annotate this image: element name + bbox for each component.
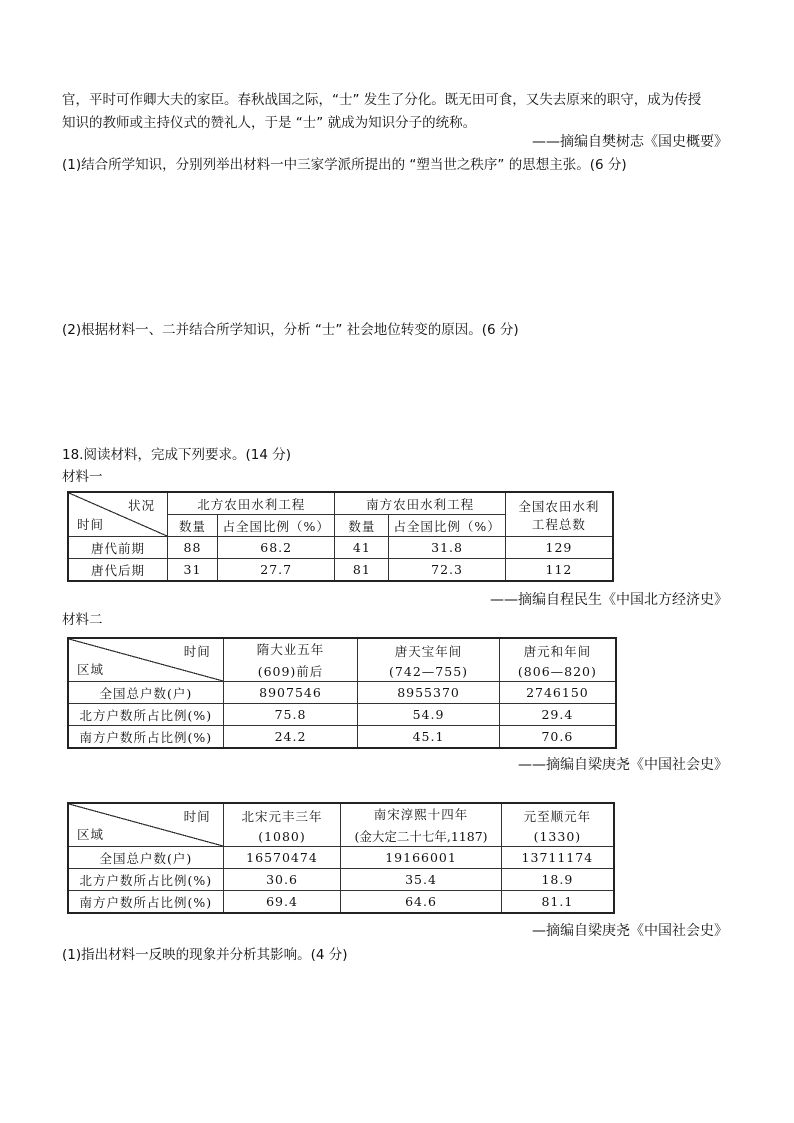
column-header: [223, 803, 341, 847]
material1-source: ——摘编自程民生《中国北方经济史》: [490, 592, 728, 608]
table-cell: 129: [505, 537, 613, 559]
table-cell: 68.2: [217, 537, 335, 559]
table-row: [68, 537, 613, 559]
table-cell: 27.7: [217, 559, 335, 582]
header-north: 北方农田水利工程: [168, 492, 335, 515]
table-cell: 8907546: [223, 682, 358, 704]
column-header-line-1: 唐天宝年间: [394, 643, 463, 659]
table-cell: 72.3: [389, 559, 506, 582]
table2-source: —摘编自梁庚尧《中国社会史》: [532, 923, 728, 939]
column-header-line-1: 唐元和年间: [523, 643, 592, 659]
table-cell: 112: [505, 559, 613, 582]
column-header-line-1: 北宋元丰三年: [241, 808, 323, 824]
column-header-line-2: (609)前后: [257, 664, 324, 679]
material1-table: [67, 491, 614, 582]
column-header-line-1: 元至顺元年: [523, 808, 592, 824]
table-cell: 19166001: [341, 847, 501, 869]
table-row: [68, 726, 616, 749]
q17-part2: (2)根据材料一、二并结合所学知识，分析 “士” 社会地位转变的原因。(6 分): [62, 322, 519, 338]
table1-corner-cell: [68, 638, 223, 682]
row-label: 北方户数所占比例(%): [68, 704, 223, 726]
material2-table-1: [67, 637, 617, 749]
row-label: 南方户数所占比例(%): [68, 726, 223, 749]
table-cell: 88: [168, 537, 218, 559]
table-cell: 30.6: [223, 869, 341, 891]
table-cell: 35.4: [341, 869, 501, 891]
column-header-line-2: (806—820): [517, 663, 597, 679]
q18-part1: (1)指出材料一反映的现象并分析其影响。(4 分): [62, 947, 348, 963]
table-cell: 81: [335, 559, 389, 582]
material1-label: 材料一: [62, 469, 103, 485]
q17-part1: (1)结合所学知识，分别列举出材料一中三家学派所提出的 “塑当世之秩序” 的思想主张。(6 分): [62, 157, 627, 173]
table2-corner-cell: [68, 803, 223, 847]
table-row: [68, 891, 614, 914]
column-header-line-2: (金大定二十七年,1187): [354, 829, 488, 844]
corner-top-label: 时间: [183, 644, 211, 659]
table-cell: 70.6: [499, 726, 616, 749]
table-cell: 41: [335, 537, 389, 559]
intro-source: ——摘编自樊树志《国史概要》: [532, 134, 728, 150]
subheader: 数量: [335, 515, 389, 537]
table-cell: 64.6: [341, 891, 501, 914]
row-label: 唐代前期: [68, 537, 168, 559]
corner-top-label: 状况: [128, 498, 156, 513]
table-cell: 31.8: [389, 537, 506, 559]
subheader: 占全国比例（%）: [217, 515, 335, 537]
column-header-line-2: (1330): [533, 828, 582, 844]
row-label: 北方户数所占比例(%): [68, 869, 223, 891]
table-row: [68, 704, 616, 726]
header-total-line-1: 全国农田水利: [518, 498, 600, 514]
table-cell: 81.1: [501, 891, 614, 914]
table-cell: 18.9: [501, 869, 614, 891]
row-label: 全国总户数(户): [68, 682, 223, 704]
row-label: 全国总户数(户): [68, 847, 223, 869]
corner-bottom-label: 区域: [77, 827, 105, 842]
table-cell: 16570474: [223, 847, 341, 869]
corner-bottom-label: 区域: [77, 662, 105, 677]
column-header-line-1: 南宋淳熙十四年: [373, 807, 469, 822]
table-cell: 69.4: [223, 891, 341, 914]
table-row: [68, 559, 613, 582]
row-label: 南方户数所占比例(%): [68, 891, 223, 914]
column-header-line-2: (742—755): [389, 663, 469, 679]
column-header: [341, 803, 501, 847]
table-cell: 8955370: [358, 682, 500, 704]
table-cell: 31: [168, 559, 218, 582]
material1-corner-cell: [68, 492, 168, 537]
column-header-line-2: (1080): [258, 828, 306, 844]
material2-table-2: [67, 802, 615, 914]
table-cell: 75.8: [223, 704, 358, 726]
header-total-line-2: 工程总数: [531, 516, 586, 532]
intro-line-1: 官，平时可作卿大夫的家臣。春秋战国之际，“士” 发生了分化。既无田可食，又失去原来的职守，成为传授: [62, 92, 702, 108]
corner-bottom-label: 时间: [77, 517, 105, 532]
table-cell: 2746150: [499, 682, 616, 704]
table-cell: 24.2: [223, 726, 358, 749]
subheader: 数量: [168, 515, 218, 537]
header-south: 南方农田水利工程: [335, 492, 505, 515]
q18-title: 18.阅读材料，完成下列要求。(14 分): [62, 447, 291, 463]
corner-top-label: 时间: [183, 809, 211, 824]
table-row: [68, 682, 616, 704]
table1-source: ——摘编自梁庚尧《中国社会史》: [518, 757, 728, 773]
column-header: [501, 803, 614, 847]
row-label: 唐代后期: [68, 559, 168, 582]
table-cell: 54.9: [358, 704, 500, 726]
table-row: [68, 869, 614, 891]
column-header-line-1: 隋大业五年: [256, 642, 325, 657]
table-cell: 45.1: [358, 726, 500, 749]
material2-label: 材料二: [62, 612, 103, 628]
table-cell: 13711174: [501, 847, 614, 869]
header-total: [505, 492, 613, 537]
subheader: 占全国比例（%）: [389, 515, 506, 537]
table-cell: 29.4: [499, 704, 616, 726]
column-header: [223, 638, 358, 682]
intro-line-2: 知识的教师或主持仪式的赞礼人，于是 “士” 就成为知识分子的统称。: [62, 115, 477, 131]
table-row: [68, 847, 614, 869]
column-header: [499, 638, 616, 682]
column-header: [358, 638, 500, 682]
